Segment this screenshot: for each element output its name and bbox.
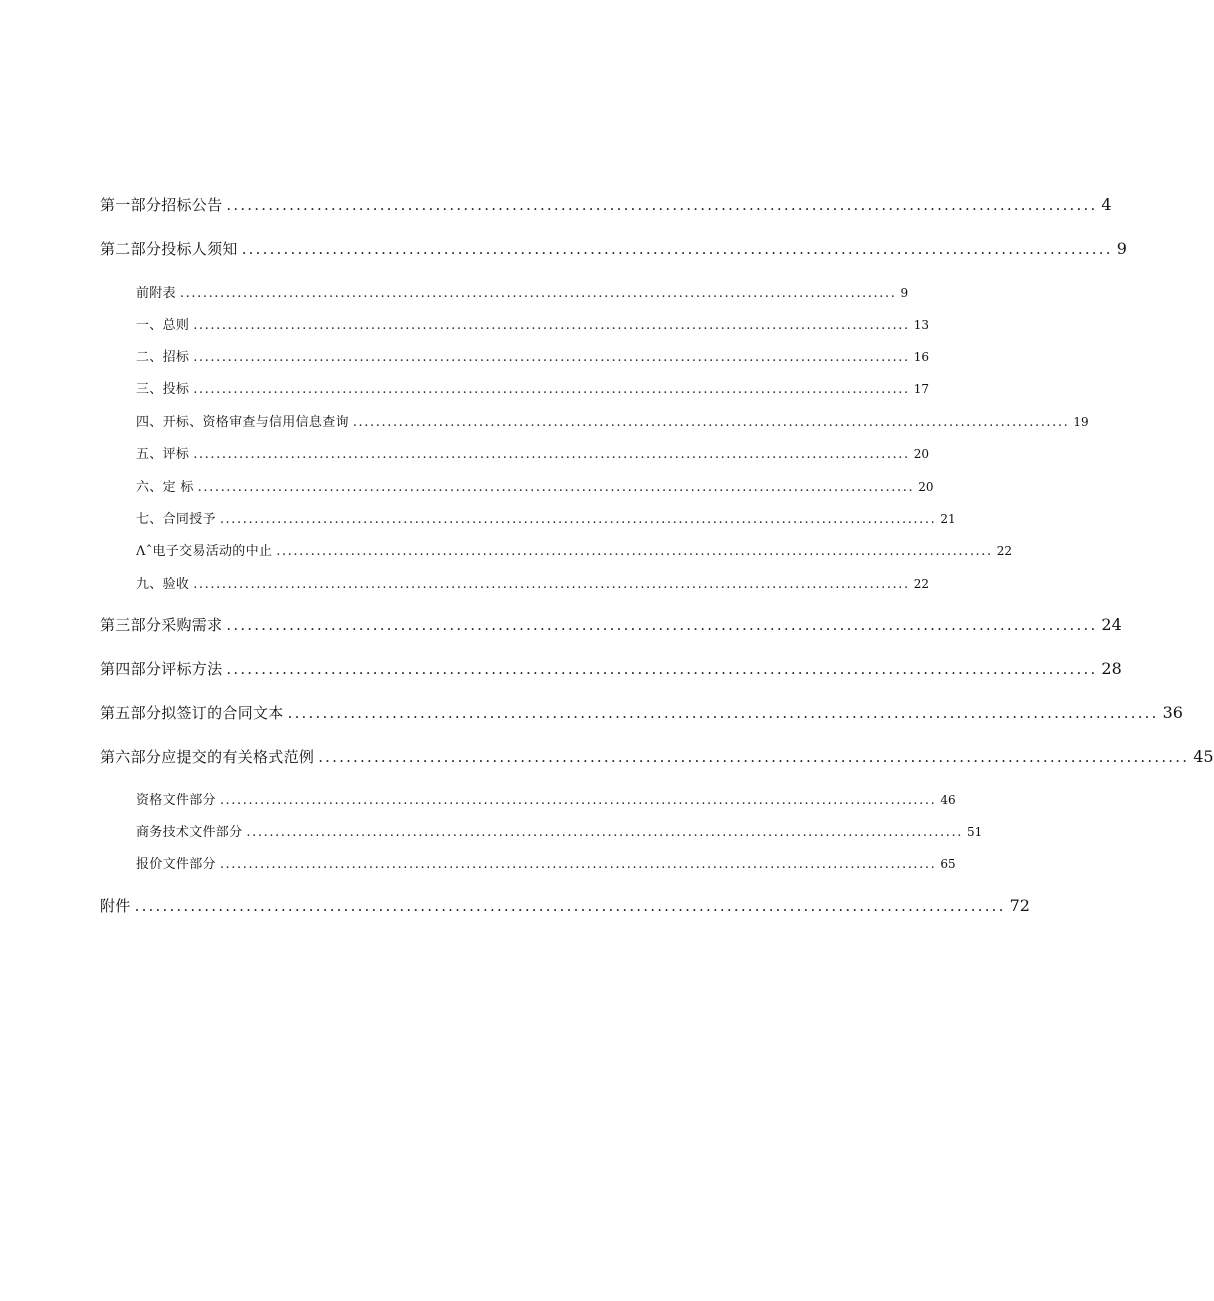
toc-entry-page: 46 bbox=[940, 793, 956, 807]
toc-entry[interactable] bbox=[136, 346, 930, 365]
toc-dot-leader: ............................................................................................................................. bbox=[219, 793, 937, 808]
toc-entry[interactable] bbox=[100, 702, 1183, 723]
toc-entry-page: 51 bbox=[966, 825, 983, 839]
toc-dot-leader: ............................................................................................................................. bbox=[241, 240, 1113, 258]
toc-dot-leader: ............................................................................................................................. bbox=[226, 660, 1098, 678]
toc-entry-label: 前附表 bbox=[136, 286, 176, 301]
toc-entry-page: 21 bbox=[940, 512, 956, 526]
toc-dot-leader: ............................................................................................................................. bbox=[193, 318, 910, 333]
toc-entry-page: 17 bbox=[913, 382, 930, 396]
toc-entry[interactable] bbox=[100, 658, 1122, 679]
toc-entry-page: 72 bbox=[1009, 896, 1030, 915]
toc-entry-page: 28 bbox=[1101, 659, 1122, 678]
toc-entry-label: 六、定 标 bbox=[136, 480, 194, 495]
toc-dot-leader: ............................................................................................................................. bbox=[276, 544, 993, 559]
toc-entry[interactable] bbox=[136, 540, 1013, 559]
toc-entry[interactable] bbox=[100, 895, 1030, 916]
toc-entry-page: 24 bbox=[1101, 615, 1122, 634]
toc-entry-label: 商务技术文件部分 bbox=[136, 825, 243, 840]
toc-entry[interactable] bbox=[136, 378, 930, 397]
toc-entry-label: 七、合同授予 bbox=[136, 512, 216, 527]
toc-entry-page: 45 bbox=[1193, 747, 1214, 766]
toc-entry-label: 第三部分采购需求 bbox=[100, 616, 223, 634]
toc-entry-page: 13 bbox=[913, 318, 930, 332]
toc-entry-label: 第六部分应提交的有关格式范例 bbox=[100, 748, 315, 766]
toc-entry[interactable] bbox=[100, 746, 1214, 767]
toc-dot-leader: ............................................................................................................................. bbox=[219, 857, 937, 872]
toc-dot-leader: ............................................................................................................................. bbox=[179, 286, 897, 301]
toc-dot-leader: ............................................................................................................................. bbox=[318, 748, 1190, 766]
toc-entry-page: 9 bbox=[1116, 239, 1127, 258]
toc-entry-page: 16 bbox=[913, 350, 930, 364]
toc-entry[interactable] bbox=[136, 443, 930, 462]
toc-entry[interactable] bbox=[136, 573, 930, 592]
toc-entry[interactable] bbox=[136, 282, 909, 301]
toc-entry-label: 五、评标 bbox=[136, 447, 190, 462]
toc-entry-label: 第一部分招标公告 bbox=[100, 196, 223, 214]
toc-entry[interactable] bbox=[136, 476, 934, 495]
toc-entry-page: 20 bbox=[913, 447, 930, 461]
toc-entry-page: 9 bbox=[900, 286, 909, 300]
toc-entry-label: 第四部分评标方法 bbox=[100, 660, 223, 678]
toc-entry-label: 第五部分拟签订的合同文本 bbox=[100, 704, 284, 722]
toc-entry[interactable] bbox=[136, 411, 1089, 430]
toc-dot-leader: ............................................................................................................................. bbox=[193, 350, 910, 365]
toc-dot-leader: ............................................................................................................................. bbox=[193, 577, 910, 592]
toc-dot-leader: ............................................................................................................................. bbox=[287, 704, 1159, 722]
toc-entry-label: 三、投标 bbox=[136, 382, 190, 397]
toc-entry[interactable] bbox=[136, 789, 956, 808]
toc-entry[interactable] bbox=[136, 508, 956, 527]
toc-dot-leader: ............................................................................................................................. bbox=[193, 447, 910, 462]
toc-dot-leader: ............................................................................................................................. bbox=[193, 382, 910, 397]
toc-entry-page: 36 bbox=[1162, 703, 1183, 722]
toc-entry-page: 65 bbox=[940, 857, 956, 871]
toc-dot-leader: ............................................................................................................................. bbox=[219, 512, 937, 527]
toc-entry[interactable] bbox=[136, 853, 956, 872]
toc-dot-leader: ............................................................................................................................. bbox=[134, 897, 1006, 915]
toc-dot-leader: ............................................................................................................................. bbox=[197, 480, 915, 495]
toc-entry-page: 4 bbox=[1101, 195, 1112, 214]
toc-entry-label: 第二部分投标人须知 bbox=[100, 240, 238, 258]
toc-entry-label: 报价文件部分 bbox=[136, 857, 216, 872]
toc-entry-page: 22 bbox=[996, 544, 1013, 558]
toc-dot-leader: ............................................................................................................................. bbox=[226, 616, 1098, 634]
toc-entry-label: 二、招标 bbox=[136, 350, 190, 365]
toc-entry-label: 四、开标、资格审查与信用信息查询 bbox=[136, 415, 349, 430]
toc-entry[interactable] bbox=[100, 238, 1127, 259]
toc-entry[interactable] bbox=[100, 614, 1122, 635]
toc-entry-page: 22 bbox=[913, 577, 930, 591]
toc-entry-label: 一、总则 bbox=[136, 318, 190, 333]
toc-entry-label: 资格文件部分 bbox=[136, 793, 216, 808]
toc-entry[interactable] bbox=[100, 194, 1112, 215]
toc-entry[interactable] bbox=[136, 821, 983, 840]
toc-entry-label: 附件 bbox=[100, 897, 131, 915]
toc-entry-label: 九、验收 bbox=[136, 577, 190, 592]
toc-entry-page: 19 bbox=[1073, 415, 1089, 429]
toc-entry-page: 20 bbox=[918, 480, 934, 494]
toc-dot-leader: ............................................................................................................................. bbox=[246, 825, 963, 840]
toc-entry-label: Λˆ电子交易活动的中止 bbox=[136, 544, 273, 559]
toc-dot-leader: ............................................................................................................................. bbox=[226, 196, 1098, 214]
toc-entry[interactable] bbox=[136, 314, 930, 333]
toc-dot-leader: ............................................................................................................................. bbox=[352, 415, 1070, 430]
